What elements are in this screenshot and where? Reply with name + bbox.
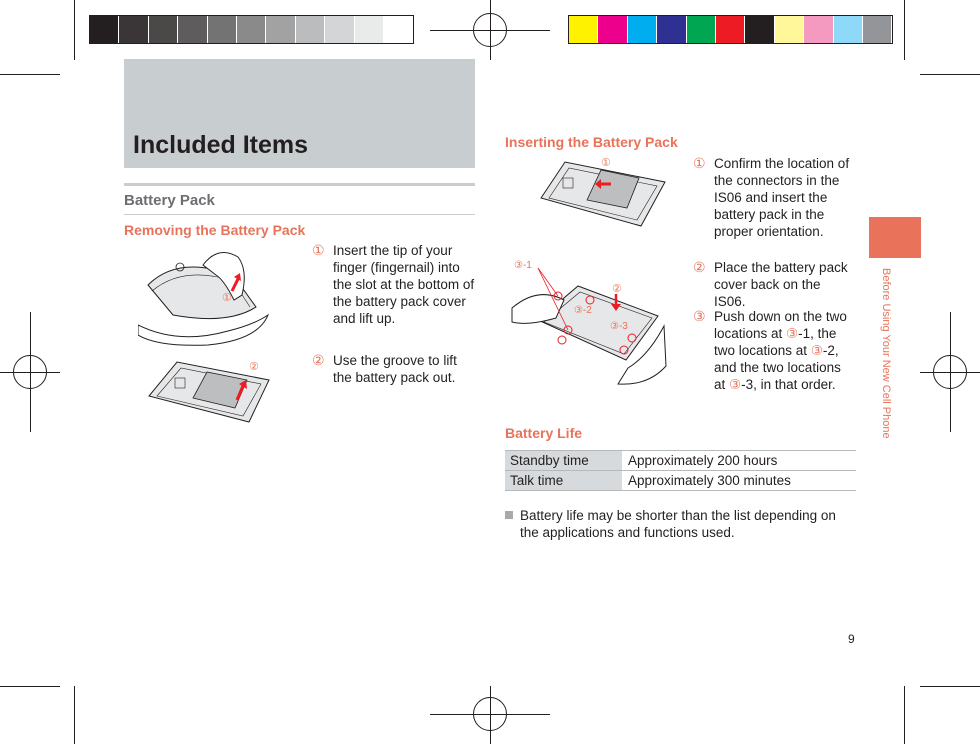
- table-row: [505, 471, 856, 491]
- battery-life-heading: Battery Life: [505, 425, 583, 441]
- color-swatch: [119, 16, 148, 43]
- step-text: Insert the tip of your finger (fingernail) into the slot at the bottom of the battery pack cover and lift up.: [333, 243, 475, 326]
- color-swatch: [569, 16, 598, 43]
- section-heading: Battery Pack: [124, 192, 215, 209]
- battery-note: [505, 507, 855, 541]
- color-swatch: [266, 16, 295, 43]
- step-text: Place the battery pack cover back on the IS06.: [714, 260, 848, 309]
- insert-battery-illustration: [535, 152, 670, 232]
- figure-label-3-1: ③-1: [514, 260, 532, 271]
- color-swatch: [775, 16, 804, 43]
- figure-label-1: ①: [222, 292, 232, 304]
- attach-cover-illustration: [508, 256, 668, 388]
- step-3-insert: [693, 308, 855, 393]
- subsection-heading: Inserting the Battery Pack: [505, 134, 678, 150]
- table-label: Talk time: [505, 471, 622, 491]
- color-swatch: [716, 16, 745, 43]
- color-swatch: [296, 16, 325, 43]
- figure-label-2: ②: [249, 361, 259, 373]
- color-swatch: [804, 16, 833, 43]
- bullet-square-icon: [505, 511, 513, 519]
- note-text: Battery life may be shorter than the list depending on the applications and functions used.: [520, 508, 836, 540]
- table-value: Approximately 200 hours: [622, 451, 856, 471]
- step-number: ②: [312, 352, 325, 368]
- grayscale-color-bar: [89, 15, 414, 44]
- color-swatch: [598, 16, 627, 43]
- color-swatch: [628, 16, 657, 43]
- figure-label-3-3: ③-3: [610, 321, 628, 332]
- chapter-tab: [869, 217, 921, 258]
- table-label: Standby time: [505, 451, 622, 471]
- color-swatch: [325, 16, 354, 43]
- figure-label-1: ①: [601, 157, 611, 169]
- cmyk-color-bar: [568, 15, 893, 44]
- color-swatch: [384, 16, 413, 43]
- color-swatch: [355, 16, 384, 43]
- lift-battery-illustration: [145, 356, 275, 428]
- page-number: 9: [848, 632, 855, 646]
- divider: [124, 183, 475, 186]
- step-text: Push down on the two locations at ③-1, the two locations at ③-2, and the two locations at ③-3, in that order.: [714, 309, 847, 392]
- step-1-insert: [693, 155, 853, 240]
- step-number: ③: [693, 308, 706, 324]
- table-value: Approximately 300 minutes: [622, 471, 856, 491]
- chapter-tab-label: Before Using Your New Cell Phone: [880, 268, 892, 439]
- subsection-heading: Removing the Battery Pack: [124, 222, 306, 238]
- color-swatch: [834, 16, 863, 43]
- color-swatch: [657, 16, 686, 43]
- step-number: ①: [693, 155, 706, 171]
- color-swatch: [863, 16, 892, 43]
- battery-life-table: [505, 450, 856, 491]
- figure-label-2: ②: [612, 283, 622, 295]
- color-swatch: [745, 16, 774, 43]
- step-number: ①: [312, 242, 325, 258]
- step-number: ②: [693, 259, 706, 275]
- figure-label-3-2: ③-2: [574, 305, 592, 316]
- color-swatch: [90, 16, 119, 43]
- remove-cover-illustration: [138, 245, 278, 347]
- step-2-insert: [693, 259, 853, 310]
- step-2-remove: [312, 352, 477, 386]
- divider: [124, 214, 475, 215]
- color-swatch: [149, 16, 178, 43]
- title-box: [124, 59, 475, 168]
- color-swatch: [208, 16, 237, 43]
- step-text: Use the groove to lift the battery pack out.: [333, 353, 457, 385]
- page-title: Included Items: [133, 131, 309, 159]
- step-1-remove: [312, 242, 477, 327]
- color-swatch: [237, 16, 266, 43]
- color-swatch: [178, 16, 207, 43]
- table-row: [505, 451, 856, 471]
- step-text: Confirm the location of the connectors in the IS06 and insert the battery pack in the proper orientation.: [714, 156, 850, 239]
- color-swatch: [687, 16, 716, 43]
